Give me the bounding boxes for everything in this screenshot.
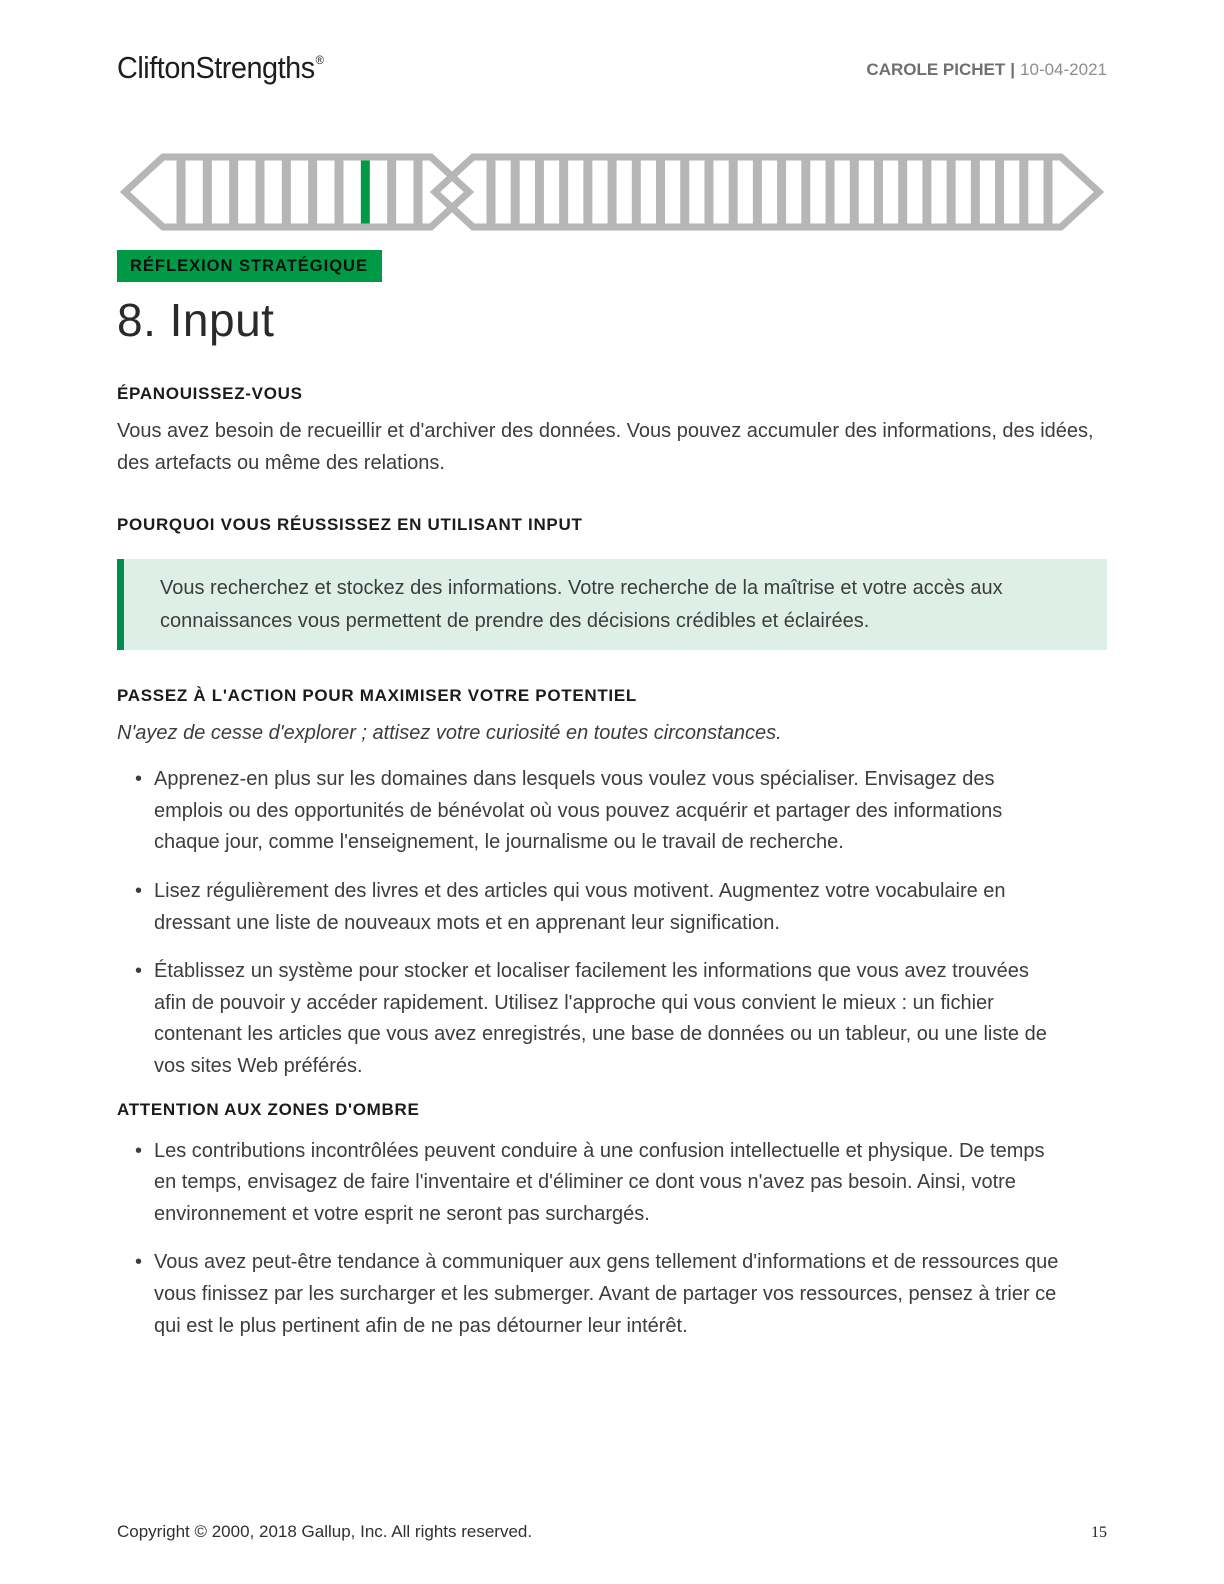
bullet-item: • Lisez régulièrement des livres et des articles qui vous motivent. Augmentez votre vocabulaire en dressant une liste de nouveaux mots et en apprenant leur signification. <box>135 876 1060 939</box>
bullet-item: • Les contributions incontrôlées peuvent conduire à une confusion intellectuelle et physique. De temps en temps, envisagez de faire l'inventaire et d'éliminer ce dont vous n'avez pas besoin. Ainsi, votre environnement et votre esprit ne seront pas surchargés. <box>135 1136 1060 1231</box>
theme-title: 8. Input <box>117 294 275 346</box>
strengths-dna-ribbon <box>117 152 1107 232</box>
page-footer <box>117 1522 1107 1542</box>
blindspots-bullet-list <box>117 1136 1107 1343</box>
report-date: 10-04-2021 <box>1020 60 1107 79</box>
logo-text: CliftonStrengths <box>117 50 315 85</box>
bullet-item: • Vous avez peut-être tendance à communiquer aux gens tellement d'informations et de ressources que vous finissez par les surcharger et les submerger. Avant de partager vos ressources, pensez à trier ce qui est le plus pertinent afin de ne pas détourner leur intérêt. <box>135 1247 1060 1342</box>
action-intro: N'ayez de cesse d'explorer ; attisez votre curiosité en toutes circonstances. <box>117 722 782 745</box>
section-why-succeed <box>117 515 1107 650</box>
clifton-strengths-logo <box>117 50 323 86</box>
copyright: Copyright © 2000, 2018 Gallup, Inc. All rights reserved. <box>117 1522 533 1541</box>
bullet-item: • Apprenez-en plus sur les domaines dans lesquels vous voulez vous spécialiser. Envisagez des emplois ou des opportunités de bénévolat où vous pouvez acquérir et partager des informations chaque jour, comme l'enseignement, le journalisme ou le travail de recherche. <box>135 764 1060 859</box>
section-heading-blindspots: ATTENTION AUX ZONES D'OMBRE <box>117 1099 420 1119</box>
action-bullet-list <box>117 764 1107 1082</box>
page-header <box>117 0 1107 86</box>
domain-badge <box>117 250 382 282</box>
insight-quote-text: Vous recherchez et stockez des informations. Votre recherche de la maîtrise et votre accès aux connaissances vous permettent de prendre des décisions crédibles et éclairées. <box>160 577 1003 632</box>
section-heading-why: POURQUOI VOUS RÉUSSISSEZ EN UTILISANT INPUT <box>117 515 583 535</box>
section-heading-action: PASSEZ À L'ACTION POUR MAXIMISER VOTRE POTENTIEL <box>117 686 637 706</box>
strengths-ribbon-svg <box>117 152 1107 232</box>
section-heading-thrive: ÉPANOUISSEZ-VOUS <box>117 384 303 404</box>
thrive-body: Vous avez besoin de recueillir et d'archiver des données. Vous pouvez accumuler des informations, des idées, des artefacts ou même des relations. <box>117 420 1094 474</box>
report-owner-date <box>866 50 1107 80</box>
domain-label: RÉFLEXION STRATÉGIQUE <box>130 257 368 275</box>
header-separator: | <box>1010 60 1016 79</box>
section-take-action <box>117 686 1107 1082</box>
section-thrive <box>117 384 1107 479</box>
section-blind-spots <box>117 1100 1107 1343</box>
insight-quote-box <box>117 559 1107 650</box>
page-number: 15 <box>1091 1524 1107 1541</box>
person-name: CAROLE PICHET <box>866 60 1006 79</box>
bullet-item: • Établissez un système pour stocker et localiser facilement les informations que vous avez trouvées afin de pouvoir y accéder rapidement. Utilisez l'approche qui vous convient le mieux : un fichier contenant les articles que vous avez enregistrés, une base de données ou un tableur, ou une liste de vos sites Web préférés. <box>135 956 1060 1082</box>
registered-trademark-icon: ® <box>315 53 324 67</box>
